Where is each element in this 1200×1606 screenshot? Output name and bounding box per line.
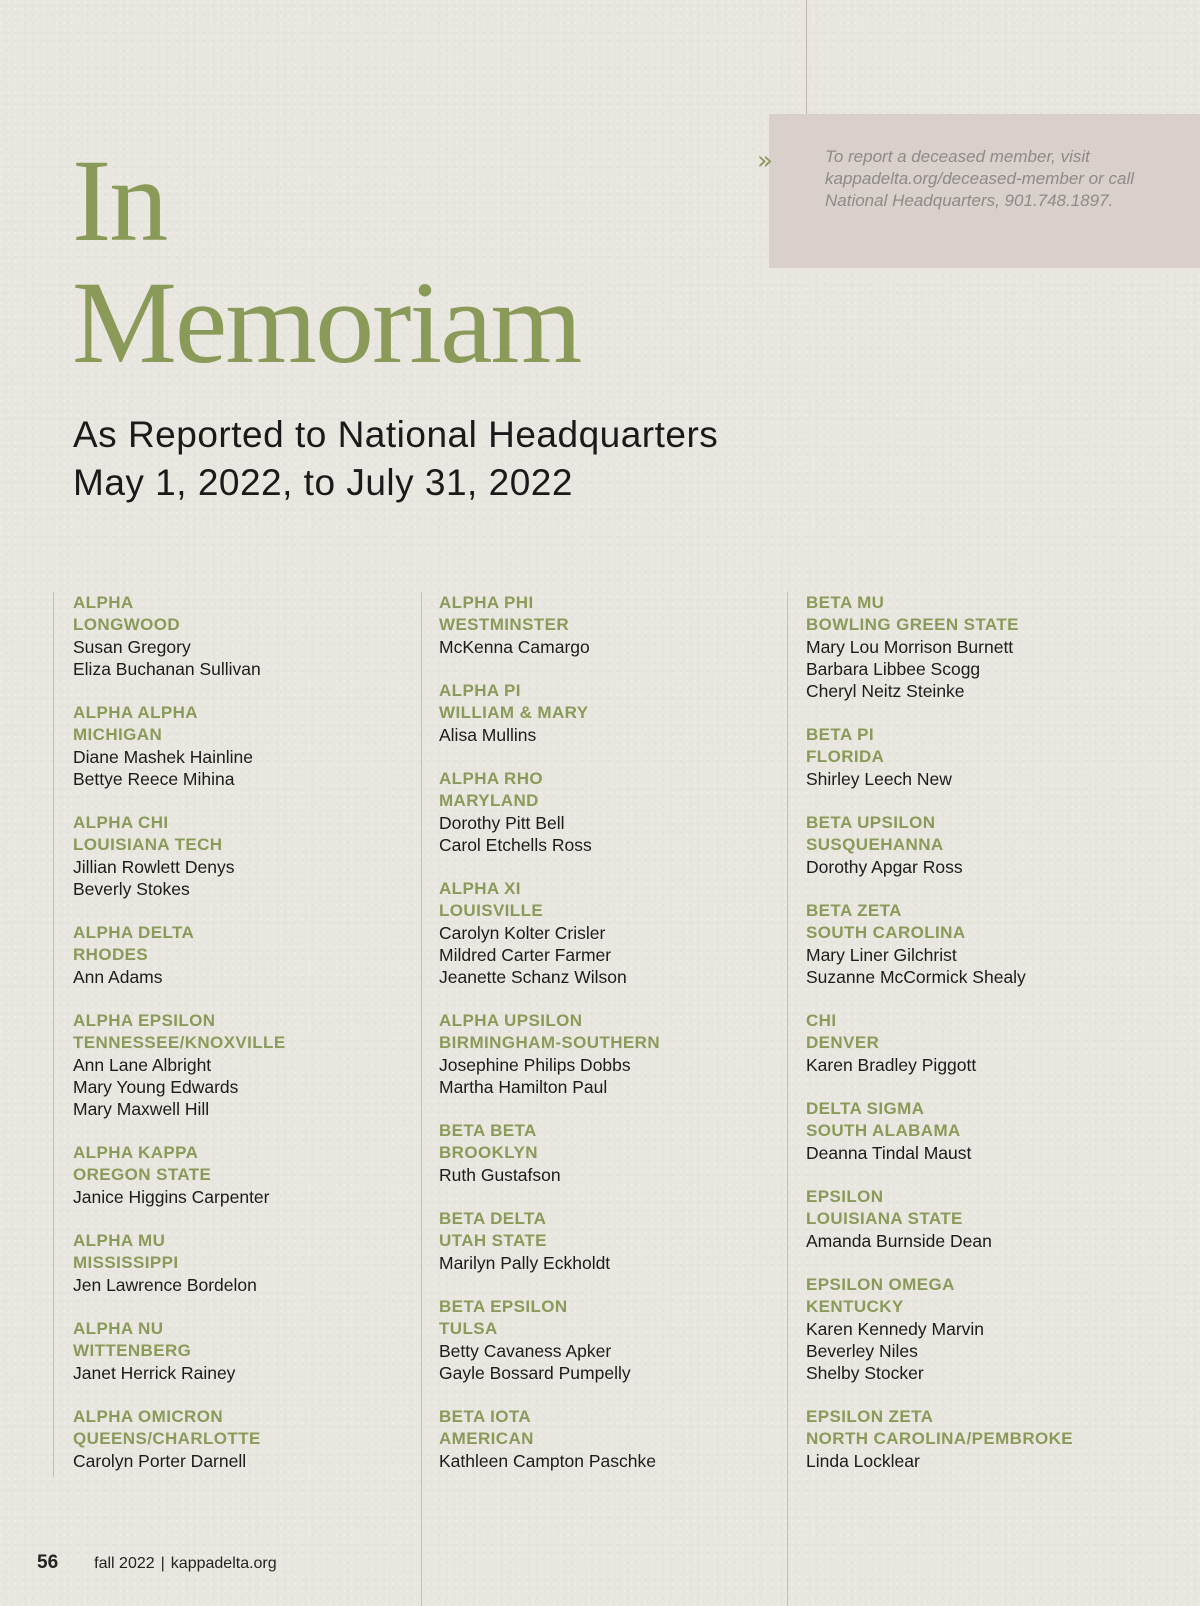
member-name: Shirley Leech New xyxy=(806,769,952,789)
member-name: Cheryl Neitz Steinke xyxy=(806,681,965,701)
chapter-entry xyxy=(73,812,413,900)
chapter-name: ALPHA XI xyxy=(439,879,521,898)
member-name: Susan Gregory xyxy=(73,637,191,657)
member-name: Janice Higgins Carpenter xyxy=(73,1187,270,1207)
chapter-entry xyxy=(806,1010,1146,1076)
school-name: LOUISIANA STATE xyxy=(806,1209,963,1228)
memorial-column-1 xyxy=(73,592,413,1494)
school-name: BOWLING GREEN STATE xyxy=(806,615,1019,634)
chapter-entry xyxy=(806,1406,1146,1472)
chapter-entry xyxy=(806,1098,1146,1164)
chapter-entry xyxy=(806,1186,1146,1252)
school-name: SUSQUEHANNA xyxy=(806,835,944,854)
member-name: Kathleen Campton Paschke xyxy=(439,1451,656,1471)
footer-separator: | xyxy=(160,1555,165,1572)
chapter-name: ALPHA RHO xyxy=(439,769,544,788)
chapter-name: CHI xyxy=(806,1011,837,1030)
member-name: Ruth Gustafson xyxy=(439,1165,561,1185)
school-name: SOUTH CAROLINA xyxy=(806,923,966,942)
member-name: Martha Hamilton Paul xyxy=(439,1077,608,1097)
column-divider-2 xyxy=(421,592,422,1606)
chapter-name: ALPHA PI xyxy=(439,681,521,700)
memorial-column-3 xyxy=(806,592,1146,1494)
member-name: Suzanne McCormick Shealy xyxy=(806,967,1026,987)
member-name: Marilyn Pally Eckholdt xyxy=(439,1253,611,1273)
chapter-entry xyxy=(73,1318,413,1384)
school-name: RHODES xyxy=(73,945,149,964)
member-name: Mary Maxwell Hill xyxy=(73,1099,210,1119)
chapter-entry xyxy=(73,1230,413,1296)
report-note-text: To report a deceased member, visit kappadelta.org/deceased-member or call National Headquarters, 901.748.1897. xyxy=(825,147,1135,210)
school-name: DENVER xyxy=(806,1033,880,1052)
member-name: Jeanette Schanz Wilson xyxy=(439,967,627,987)
chapter-entry xyxy=(806,592,1146,702)
school-name: WILLIAM & MARY xyxy=(439,703,589,722)
chapter-entry xyxy=(806,724,1146,790)
school-name: TULSA xyxy=(439,1319,498,1338)
chapter-name: ALPHA PHI xyxy=(439,593,534,612)
chapter-entry xyxy=(73,702,413,790)
member-name: Deanna Tindal Maust xyxy=(806,1143,972,1163)
school-name: WESTMINSTER xyxy=(439,615,570,634)
school-name: LONGWOOD xyxy=(73,615,181,634)
memorial-column-2 xyxy=(439,592,779,1494)
page-title-line-1: In xyxy=(72,135,167,266)
member-name: Karen Bradley Piggott xyxy=(806,1055,977,1075)
page-title xyxy=(72,135,581,388)
chapter-entry xyxy=(73,922,413,988)
school-name: LOUISIANA TECH xyxy=(73,835,223,854)
member-name: Eliza Buchanan Sullivan xyxy=(73,659,261,679)
member-name: Mary Liner Gilchrist xyxy=(806,945,957,965)
chapter-name: ALPHA EPSILON xyxy=(73,1011,216,1030)
chapter-name: ALPHA xyxy=(73,593,134,612)
chapter-name: ALPHA ALPHA xyxy=(73,703,198,722)
chapter-entry xyxy=(439,1208,779,1274)
chapter-entry xyxy=(73,1406,413,1472)
member-name: Mary Lou Morrison Burnett xyxy=(806,637,1014,657)
school-name: NORTH CAROLINA/PEMBROKE xyxy=(806,1429,1074,1448)
chapter-name: DELTA SIGMA xyxy=(806,1099,925,1118)
chapter-name: ALPHA DELTA xyxy=(73,923,195,942)
chapter-entry xyxy=(439,592,779,658)
chapter-entry xyxy=(439,680,779,746)
subtitle-line-1: As Reported to National Headquarters xyxy=(73,414,719,455)
member-name: Carolyn Kolter Crisler xyxy=(439,923,606,943)
member-name: Bettye Reece Mihina xyxy=(73,769,235,789)
school-name: MISSISSIPPI xyxy=(73,1253,179,1272)
chapter-entry xyxy=(439,1406,779,1472)
school-name: OREGON STATE xyxy=(73,1165,212,1184)
chapter-name: EPSILON OMEGA xyxy=(806,1275,955,1294)
member-name: Beverley Niles xyxy=(806,1341,918,1361)
school-name: UTAH STATE xyxy=(439,1231,547,1250)
member-name: Karen Kennedy Marvin xyxy=(806,1319,985,1339)
double-chevron-icon: » xyxy=(757,146,773,176)
chapter-entry xyxy=(439,1296,779,1384)
chapter-entry xyxy=(806,1274,1146,1384)
website-link[interactable]: kappadelta.org xyxy=(170,1555,277,1572)
member-name: Barbara Libbee Scogg xyxy=(806,659,981,679)
member-name: Dorothy Pitt Bell xyxy=(439,813,565,833)
page-subtitle xyxy=(73,411,718,507)
member-name: Diane Mashek Hainline xyxy=(73,747,253,767)
school-name: BIRMINGHAM-SOUTHERN xyxy=(439,1033,661,1052)
member-name: Betty Cavaness Apker xyxy=(439,1341,612,1361)
chapter-name: EPSILON xyxy=(806,1187,884,1206)
member-name: Beverly Stokes xyxy=(73,879,190,899)
member-name: Janet Herrick Rainey xyxy=(73,1363,236,1383)
chapter-name: BETA IOTA xyxy=(439,1407,532,1426)
school-name: SOUTH ALABAMA xyxy=(806,1121,961,1140)
chapter-entry xyxy=(73,592,413,680)
chapter-entry xyxy=(439,768,779,856)
member-name: Alisa Mullins xyxy=(439,725,537,745)
chapter-name: ALPHA CHI xyxy=(73,813,169,832)
subtitle-line-2: May 1, 2022, to July 31, 2022 xyxy=(73,462,573,503)
school-name: BROOKLYN xyxy=(439,1143,538,1162)
member-name: McKenna Camargo xyxy=(439,637,590,657)
chapter-entry xyxy=(806,812,1146,878)
member-name: Linda Locklear xyxy=(806,1451,920,1471)
page-title-line-2: Memoriam xyxy=(72,257,581,388)
member-name: Mildred Carter Farmer xyxy=(439,945,612,965)
school-name: AMERICAN xyxy=(439,1429,534,1448)
chapter-name: BETA UPSILON xyxy=(806,813,936,832)
member-name: Ann Lane Albright xyxy=(73,1055,212,1075)
chapter-name: ALPHA UPSILON xyxy=(439,1011,583,1030)
member-name: Jen Lawrence Bordelon xyxy=(73,1275,257,1295)
page-footer xyxy=(37,1552,277,1574)
member-name: Josephine Philips Dobbs xyxy=(439,1055,631,1075)
member-name: Shelby Stocker xyxy=(806,1363,924,1383)
member-name: Gayle Bossard Pumpelly xyxy=(439,1363,631,1383)
school-name: MICHIGAN xyxy=(73,725,163,744)
school-name: KENTUCKY xyxy=(806,1297,904,1316)
school-name: FLORIDA xyxy=(806,747,885,766)
column-divider-3 xyxy=(787,592,788,1606)
chapter-entry xyxy=(73,1142,413,1208)
chapter-entry xyxy=(73,1010,413,1120)
issue-label: fall 2022 xyxy=(94,1555,155,1572)
school-name: MARYLAND xyxy=(439,791,539,810)
chapter-entry xyxy=(439,878,779,988)
column-divider-1 xyxy=(53,592,54,1477)
school-name: WITTENBERG xyxy=(73,1341,192,1360)
member-name: Carolyn Porter Darnell xyxy=(73,1451,247,1471)
school-name: TENNESSEE/KNOXVILLE xyxy=(73,1033,286,1052)
chapter-name: ALPHA MU xyxy=(73,1231,166,1250)
chapter-name: ALPHA KAPPA xyxy=(73,1143,199,1162)
chapter-name: EPSILON ZETA xyxy=(806,1407,934,1426)
chapter-name: BETA BETA xyxy=(439,1121,537,1140)
member-name: Jillian Rowlett Denys xyxy=(73,857,235,877)
chapter-name: BETA ZETA xyxy=(806,901,902,920)
chapter-name: BETA DELTA xyxy=(439,1209,547,1228)
school-name: QUEENS/CHARLOTTE xyxy=(73,1429,261,1448)
chapter-name: ALPHA NU xyxy=(73,1319,164,1338)
member-name: Carol Etchells Ross xyxy=(439,835,592,855)
member-name: Dorothy Apgar Ross xyxy=(806,857,963,877)
page-number: 56 xyxy=(37,1552,59,1573)
chapter-name: BETA MU xyxy=(806,593,885,612)
member-name: Ann Adams xyxy=(73,967,163,987)
member-name: Mary Young Edwards xyxy=(73,1077,239,1097)
chapter-name: BETA EPSILON xyxy=(439,1297,568,1316)
chapter-entry xyxy=(439,1120,779,1186)
chapter-entry xyxy=(439,1010,779,1098)
chapter-name: BETA PI xyxy=(806,725,874,744)
school-name: LOUISVILLE xyxy=(439,901,544,920)
chapter-entry xyxy=(806,900,1146,988)
member-name: Amanda Burnside Dean xyxy=(806,1231,992,1251)
chapter-name: ALPHA OMICRON xyxy=(73,1407,224,1426)
